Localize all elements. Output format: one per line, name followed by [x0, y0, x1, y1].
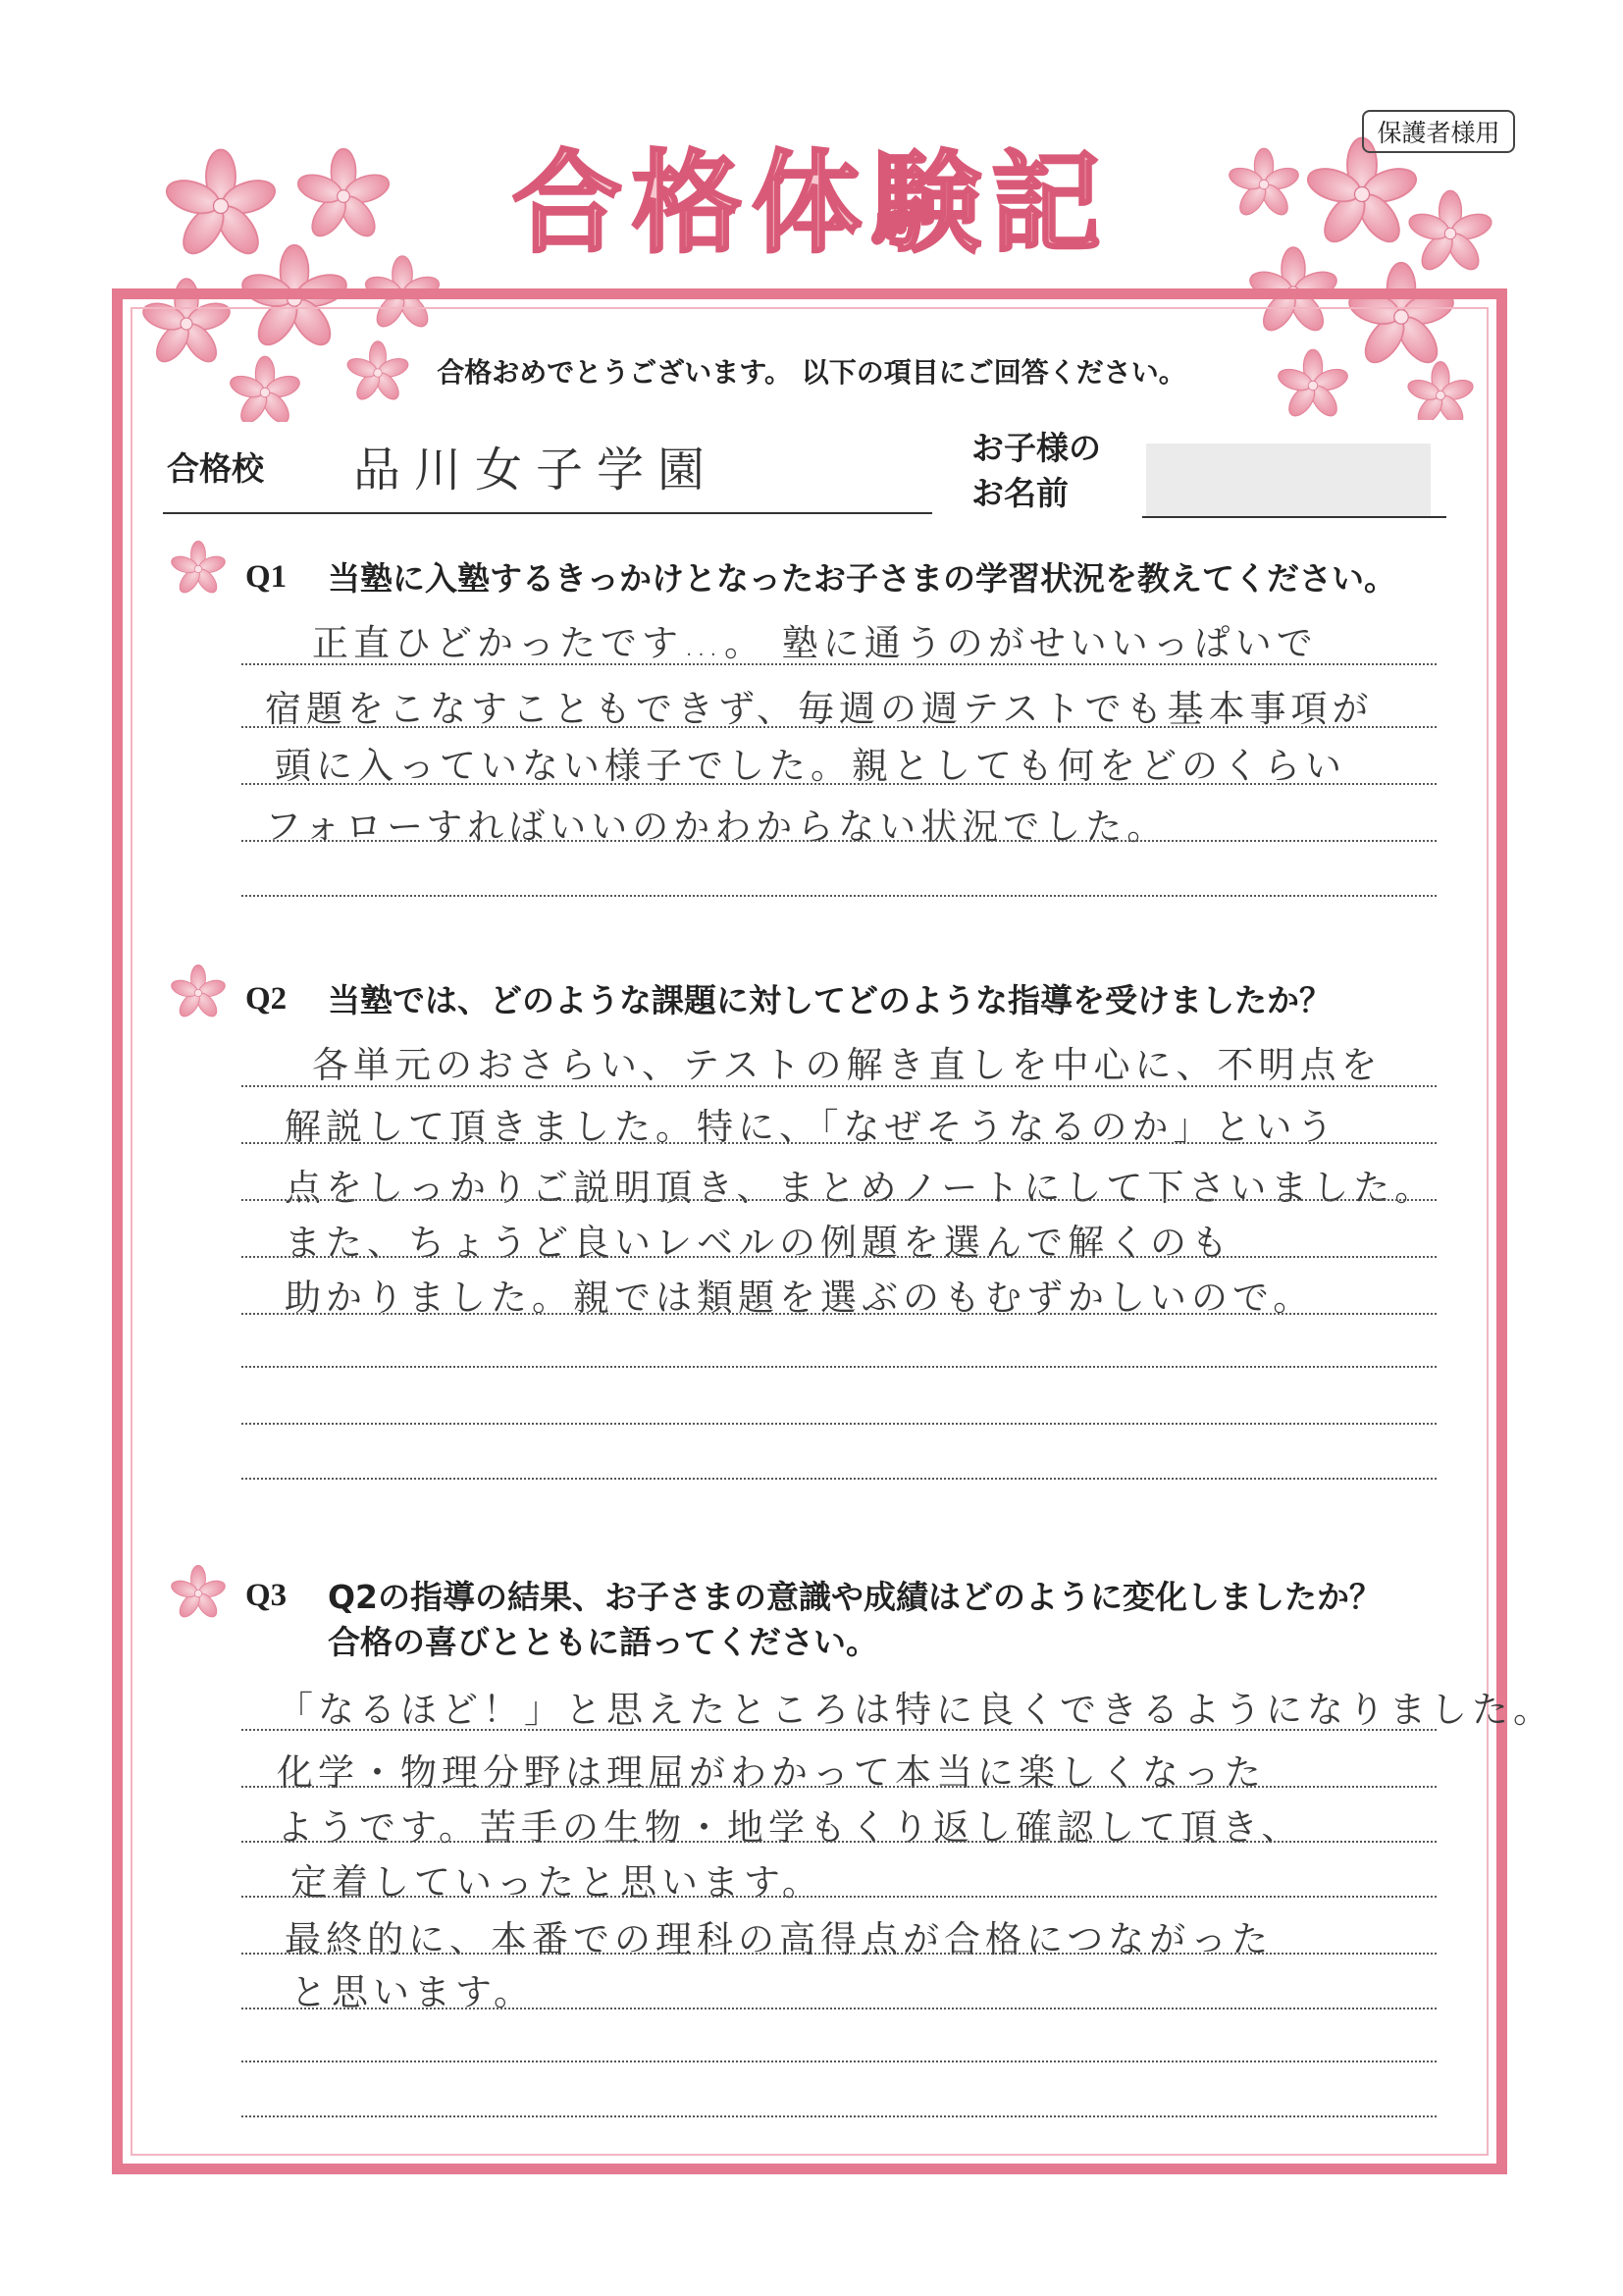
q2-rule-1 [241, 1085, 1437, 1087]
child-name-label [971, 426, 1101, 516]
school-value: 品川女子学園 [353, 443, 719, 497]
q2-answer-line-1: 各単元のおさらい、テストの解き直しを中心に、不明点を [312, 1044, 1383, 1086]
q1-rule-3 [241, 783, 1437, 785]
q2-rule-7 [241, 1423, 1437, 1425]
q1-flower-icon [165, 536, 232, 602]
q1-rule-5 [241, 895, 1437, 897]
q2-rule-3 [241, 1199, 1437, 1201]
q1-rule-4 [241, 840, 1437, 842]
q2-answer-line-4: また、ちょうど良いレベルの例題を選んで解くのも [285, 1222, 1232, 1264]
q3-answer-line-6: と思います。 [290, 1971, 536, 2013]
q3-rule-5 [241, 1953, 1437, 1955]
q2-answer-line-3: 点をしっかりご説明頂き、まとめノートにして下さいました。 [285, 1167, 1437, 1209]
parent-use-badge: 保護者様用 [1362, 110, 1515, 153]
q2-rule-6 [241, 1366, 1437, 1368]
q1-rule-2 [241, 726, 1437, 728]
q1-question: 当塾に入塾するきっかけとなったお子さまの学習状況を教えてください。 [328, 559, 1396, 598]
q3-answer-line-3: ようです。苦手の生物・地学もくり返し確認して頂き、 [277, 1806, 1303, 1849]
q3-question-line-2: 合格の喜びとともに語ってください。 [328, 1623, 878, 1661]
q3-answer-line-4: 定着していったと思います。 [290, 1861, 824, 1904]
page-title: 合格体験記 [512, 140, 1111, 268]
q2-number: Q2 [245, 981, 288, 1017]
q2-rule-8 [241, 1478, 1437, 1480]
q3-rule-7 [241, 2061, 1437, 2062]
q2-flower-icon [165, 960, 232, 1026]
q3-rule-3 [241, 1841, 1437, 1843]
q3-question-line-1: Q2の指導の結果、お子さまの意識や成績はどのように変化しましたか？ [328, 1578, 1383, 1616]
q3-answer-line-1: 「なるほど！」と思えたところは特に良くできるようになりました。 [277, 1689, 1554, 1731]
instructions-text: 合格おめでとうございます。 以下の項目にご回答ください。 [437, 356, 1186, 389]
q3-answer-line-2: 化学・物理分野は理屈がわかって本当に楽しくなった [277, 1751, 1266, 1794]
q1-answer-line-2: 宿題をこなすこともできず、毎週の週テストでも基本事項が [265, 688, 1374, 730]
q2-rule-5 [241, 1313, 1437, 1315]
q2-rule-4 [241, 1256, 1437, 1258]
child-name-redacted [1146, 444, 1431, 518]
q3-flower-icon [165, 1560, 232, 1627]
q3-rule-1 [241, 1729, 1437, 1731]
q2-answer-line-5: 助かりました。親では類題を選ぶのもむずかしいので。 [285, 1277, 1315, 1319]
child-name-label-line2: お名前 [971, 474, 1069, 512]
child-name-underline [1142, 516, 1446, 518]
q3-answer-line-5: 最終的に、本番での理科の高得点が合格につながった [285, 1918, 1274, 1960]
q2-rule-2 [241, 1142, 1437, 1144]
q3-number: Q3 [245, 1578, 288, 1613]
q1-answer-line-3: 頭に入っていない様子でした。親としても何をどのくらい [275, 745, 1346, 787]
q3-rule-4 [241, 1896, 1437, 1898]
q3-rule-2 [241, 1786, 1437, 1788]
q2-answer-line-2: 解説して頂きました。特に、「なぜそうなるのか」という [285, 1106, 1338, 1148]
q1-number: Q1 [245, 559, 288, 595]
school-underline [163, 512, 932, 514]
child-name-label-line1: お子様の [971, 429, 1101, 467]
q1-rule-1 [241, 663, 1437, 665]
q1-answer-line-1: 正直ひどかったです…。 塾に通うのがせいいっぱいで [312, 622, 1318, 664]
q3-rule-6 [241, 2008, 1437, 2009]
q1-answer-line-4: フォローすればいいのかわからない状況でした。 [265, 806, 1169, 848]
q3-rule-8 [241, 2115, 1437, 2117]
q2-question: 当塾では、どのような課題に対してどのような指導を受けましたか？ [328, 981, 1332, 1019]
school-label: 合格校 [167, 449, 264, 488]
